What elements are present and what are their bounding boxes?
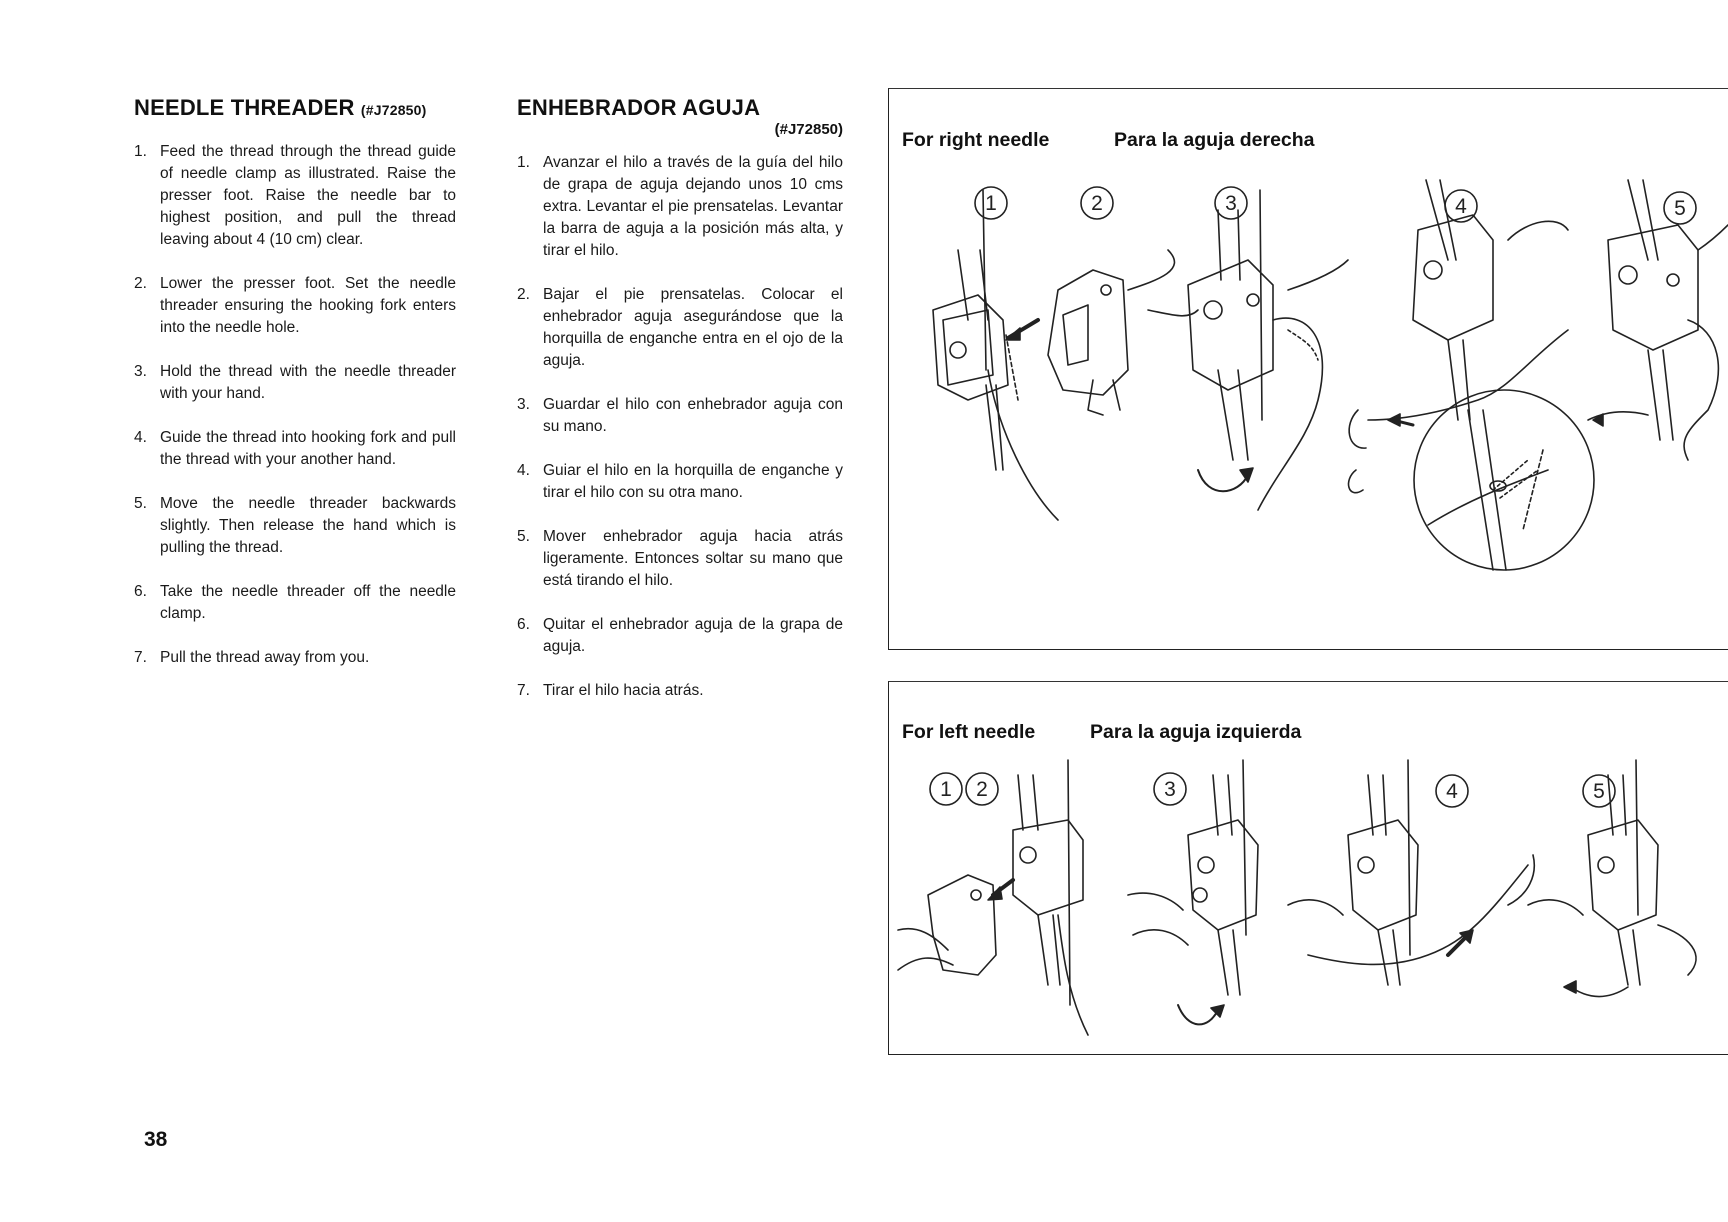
svg-text:2: 2: [976, 778, 988, 801]
svg-text:3: 3: [1164, 778, 1176, 801]
figure-step-3: [1128, 760, 1258, 1024]
spanish-steps: [517, 152, 843, 702]
list-item: 1. Feed the thread through the thread guide of needle clamp as illustrated. Raise the presser foot. Raise the needle bar to highest position, and pull the thread leaving about 4 (10 cm) clear.: [134, 143, 456, 248]
step-marker: [1436, 775, 1468, 807]
list-item: 2. Lower the presser foot. Set the needle threader ensuring the hooking fork enters into the needle hole.: [134, 275, 456, 336]
spanish-title: ENHEBRADOR AGUJA: [517, 95, 761, 120]
figure-step-3: [1188, 190, 1348, 510]
figure-step-2: [1006, 250, 1198, 415]
step-marker: [1081, 187, 1113, 219]
svg-text:2: 2: [1091, 192, 1103, 215]
list-item: 3. Hold the thread with the needle threader with your hand.: [134, 363, 456, 402]
list-item: 1. Avanzar el hilo a través de la guía del hilo de grapa de aguja dejando unos 10 cms extra. Levantar el pie prensatelas. Levantar la barra de aguja a la posición más alta, y tirar el hilo.: [517, 154, 843, 259]
right-needle-label-en: For right needle: [902, 129, 1050, 151]
svg-text:3: 3: [1225, 192, 1237, 215]
figure-step-1: [933, 190, 1058, 520]
list-item: 7. Tirar el hilo hacia atrás.: [517, 682, 704, 699]
svg-text:4: 4: [1446, 780, 1458, 803]
svg-text:1: 1: [940, 778, 952, 801]
left-needle-label-en: For left needle: [902, 721, 1036, 743]
list-item: 4. Guiar el hilo en la horquilla de enganche y tirar el hilo con su otra mano.: [517, 462, 843, 501]
list-item: 6. Take the needle threader off the needle clamp.: [134, 583, 456, 622]
spanish-code: (#J72850): [774, 121, 843, 138]
spanish-column: [517, 95, 843, 724]
left-needle-label-es: Para la aguja izquierda: [1090, 721, 1302, 743]
svg-text:5: 5: [1674, 197, 1686, 220]
step-marker: [930, 773, 962, 805]
right-needle-label-es: Para la aguja derecha: [1114, 129, 1315, 151]
figure-step-4: [1349, 180, 1594, 570]
english-column: [134, 95, 456, 691]
list-item: 6. Quitar el enhebrador aguja de la grapa de aguja.: [517, 616, 843, 655]
figure-step-5: [1528, 760, 1696, 997]
step-marker: [1215, 187, 1247, 219]
step-marker: [1445, 190, 1477, 222]
left-needle-illustration: [888, 755, 1728, 1055]
page-number: 38: [144, 1128, 168, 1151]
list-item: 4. Guide the thread into hooking fork and pull the thread with your another hand.: [134, 429, 456, 468]
step-marker: [975, 187, 1007, 219]
list-item: 5. Mover enhebrador aguja hacia atrás ligeramente. Entonces soltar su mano que está tirando el hilo.: [517, 528, 843, 589]
list-item: 5. Move the needle threader backwards slightly. Then release the hand which is pulling the thread.: [134, 495, 456, 556]
right-needle-illustration: [888, 170, 1728, 640]
step-marker: [1154, 773, 1186, 805]
list-item: 3. Guardar el hilo con enhebrador aguja con su mano.: [517, 396, 843, 435]
svg-text:1: 1: [985, 192, 997, 215]
step-marker: [1664, 192, 1696, 224]
list-item: 2. Bajar el pie prensatelas. Colocar el enhebrador aguja asegurándose que la horquilla de enganche entra en el ojo de la aguja.: [517, 286, 843, 369]
svg-text:5: 5: [1593, 780, 1605, 803]
step-marker: [966, 773, 998, 805]
english-steps: [134, 141, 456, 669]
english-code: (#J72850): [360, 102, 427, 118]
svg-text:4: 4: [1455, 195, 1467, 218]
figure-step-4: [1288, 760, 1534, 985]
figure-step-5: [1588, 180, 1728, 460]
english-title: NEEDLE THREADER (#J72850): [134, 95, 427, 120]
list-item: 7. Pull the thread away from you.: [134, 649, 370, 666]
